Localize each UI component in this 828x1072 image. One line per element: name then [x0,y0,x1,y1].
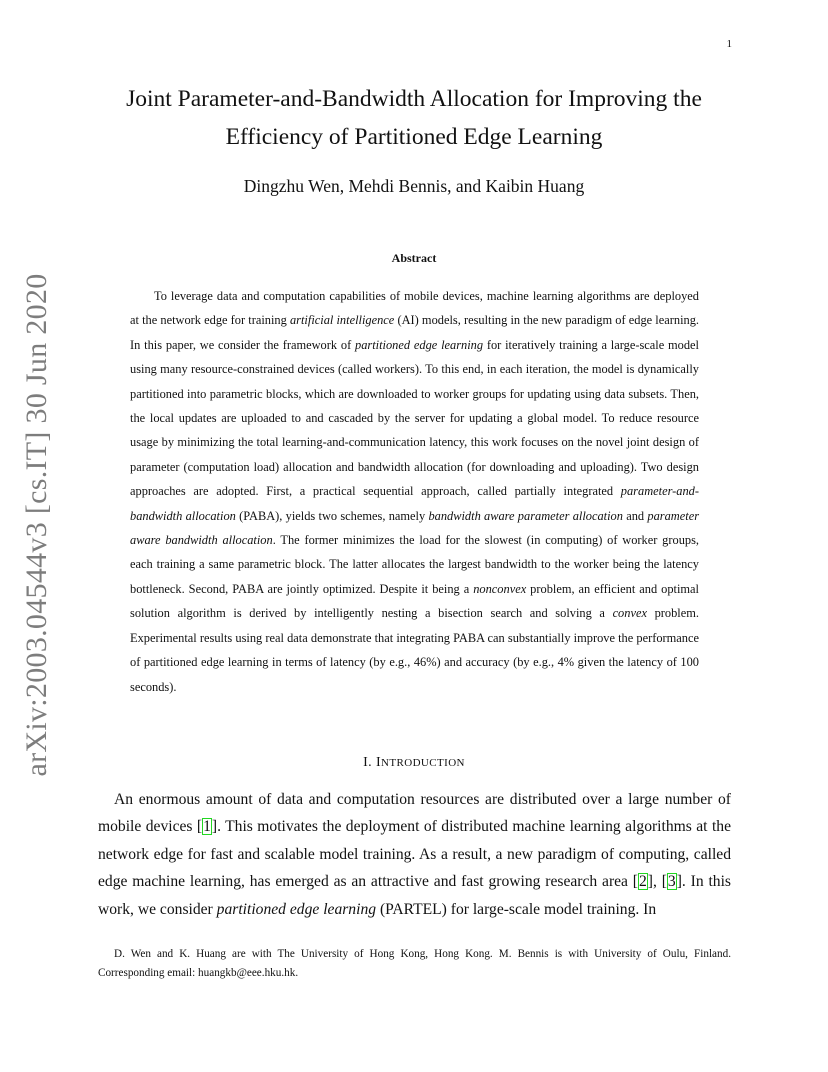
intro-text: (PARTEL) for large-scale model training. In [376,900,657,918]
abstract-body [130,284,699,699]
abstract-text: for iteratively training a large-scale model using many resource-constrained devices (called workers). To this end, in each iteration, the model is dynamically partitioned into parametric blocks, which are downloaded to worker groups for updating using data subsets. Then, the local updates are uploaded to and cascaded by the server for updating a global model. To reduce resource usage by minimizing the total learning-and-communication latency, this work focuses on the novel joint design of parameter (computation load) allocation and bandwidth allocation (for downloading and uploading). Two design approaches are adopted. First, a practical sequential approach, called partially integrated [130,337,699,499]
section-title-rest: NTRODUCTION [381,757,465,769]
section-heading-introduction [98,755,730,771]
abstract-text: problem. Experimental results using real data demonstrate that integrating PABA can substantially improve the performance of partitioned edge learning in terms of latency (by e.g., 46%) and accuracy (by e.g., 4% given the latency of 100 seconds). [130,606,699,694]
author-list: Dingzhu Wen, Mehdi Bennis, and Kaibin Huang [243,176,585,196]
intro-text: ]. This motivates the deployment of distributed machine learning algorithms at the network edge for fast and scalable model training. As a result, a new paradigm of computing, called edge machine learning, has emerged as an attractive and fast growing research area [ [98,818,731,891]
abstract-emphasis: parameter-and-bandwidth allocation [130,484,699,523]
abstract-text: (AI) models, resulting in the new paradigm of edge learning. In this paper, we consider the framework of [130,313,699,352]
abstract-text: and [622,508,648,523]
abstract-text: (PABA), yields two schemes, namely [235,508,429,523]
abstract-text: To leverage data and computation capabilities of mobile devices, machine learning algorithms are deployed at the network edge for training [130,289,699,328]
paper-title-line-2: Efficiency of Partitioned Edge Learning [225,124,603,150]
abstract-text: problem, an efficient and optimal solution algorithm is derived by intelligently nesting a bisection search and solving a [130,581,699,621]
section-title-initial: I [375,755,382,770]
abstract-emphasis: nonconvex [473,581,527,596]
abstract-text: . The former minimizes the load for the slowest (in computing) of worker groups, each training a same parametric block. The latter allocates the largest bandwidth to the worker being the latency bottleneck. Second, PABA are jointly optimized. Despite it being a [130,533,700,596]
introduction-paragraph [98,786,731,923]
citation-link[interactable]: 3 [667,873,676,891]
abstract-emphasis: bandwidth aware parameter allocation [428,508,623,523]
abstract-emphasis: partitioned edge learning [355,337,484,352]
author-affiliation-footnote: D. Wen and K. Huang are with The University of Hong Kong, Hong Kong. M. Bennis is with University of Oulu, Finland. Corresponding email: huangkb@eee.hku.hk. [98,948,731,979]
paper-title-line-1: Joint Parameter-and-Bandwidth Allocation for Improving the [126,86,702,112]
citation-link[interactable]: 1 [203,818,211,836]
intro-emphasis: partitioned edge learning [216,900,377,918]
abstract-emphasis: artificial intelligence [289,313,395,328]
section-numeral: I. [363,755,376,770]
abstract-heading: Abstract [391,251,437,265]
abstract-emphasis: parameter aware bandwidth allocation [130,508,700,548]
intro-text: ], [ [647,873,667,891]
intro-text: ]. In this work, we consider [98,873,731,918]
arxiv-identifier[interactable]: arXiv:2003.04544v3 [cs.IT] 30 Jun 2020 [20,273,53,777]
intro-text: An enormous amount of data and computation resources are distributed over a large number of mobile devices [ [98,791,731,836]
paper-title [98,80,730,156]
page-number: 1 [726,38,732,50]
abstract-emphasis: convex [612,606,647,621]
citation-link[interactable]: 2 [639,873,647,891]
